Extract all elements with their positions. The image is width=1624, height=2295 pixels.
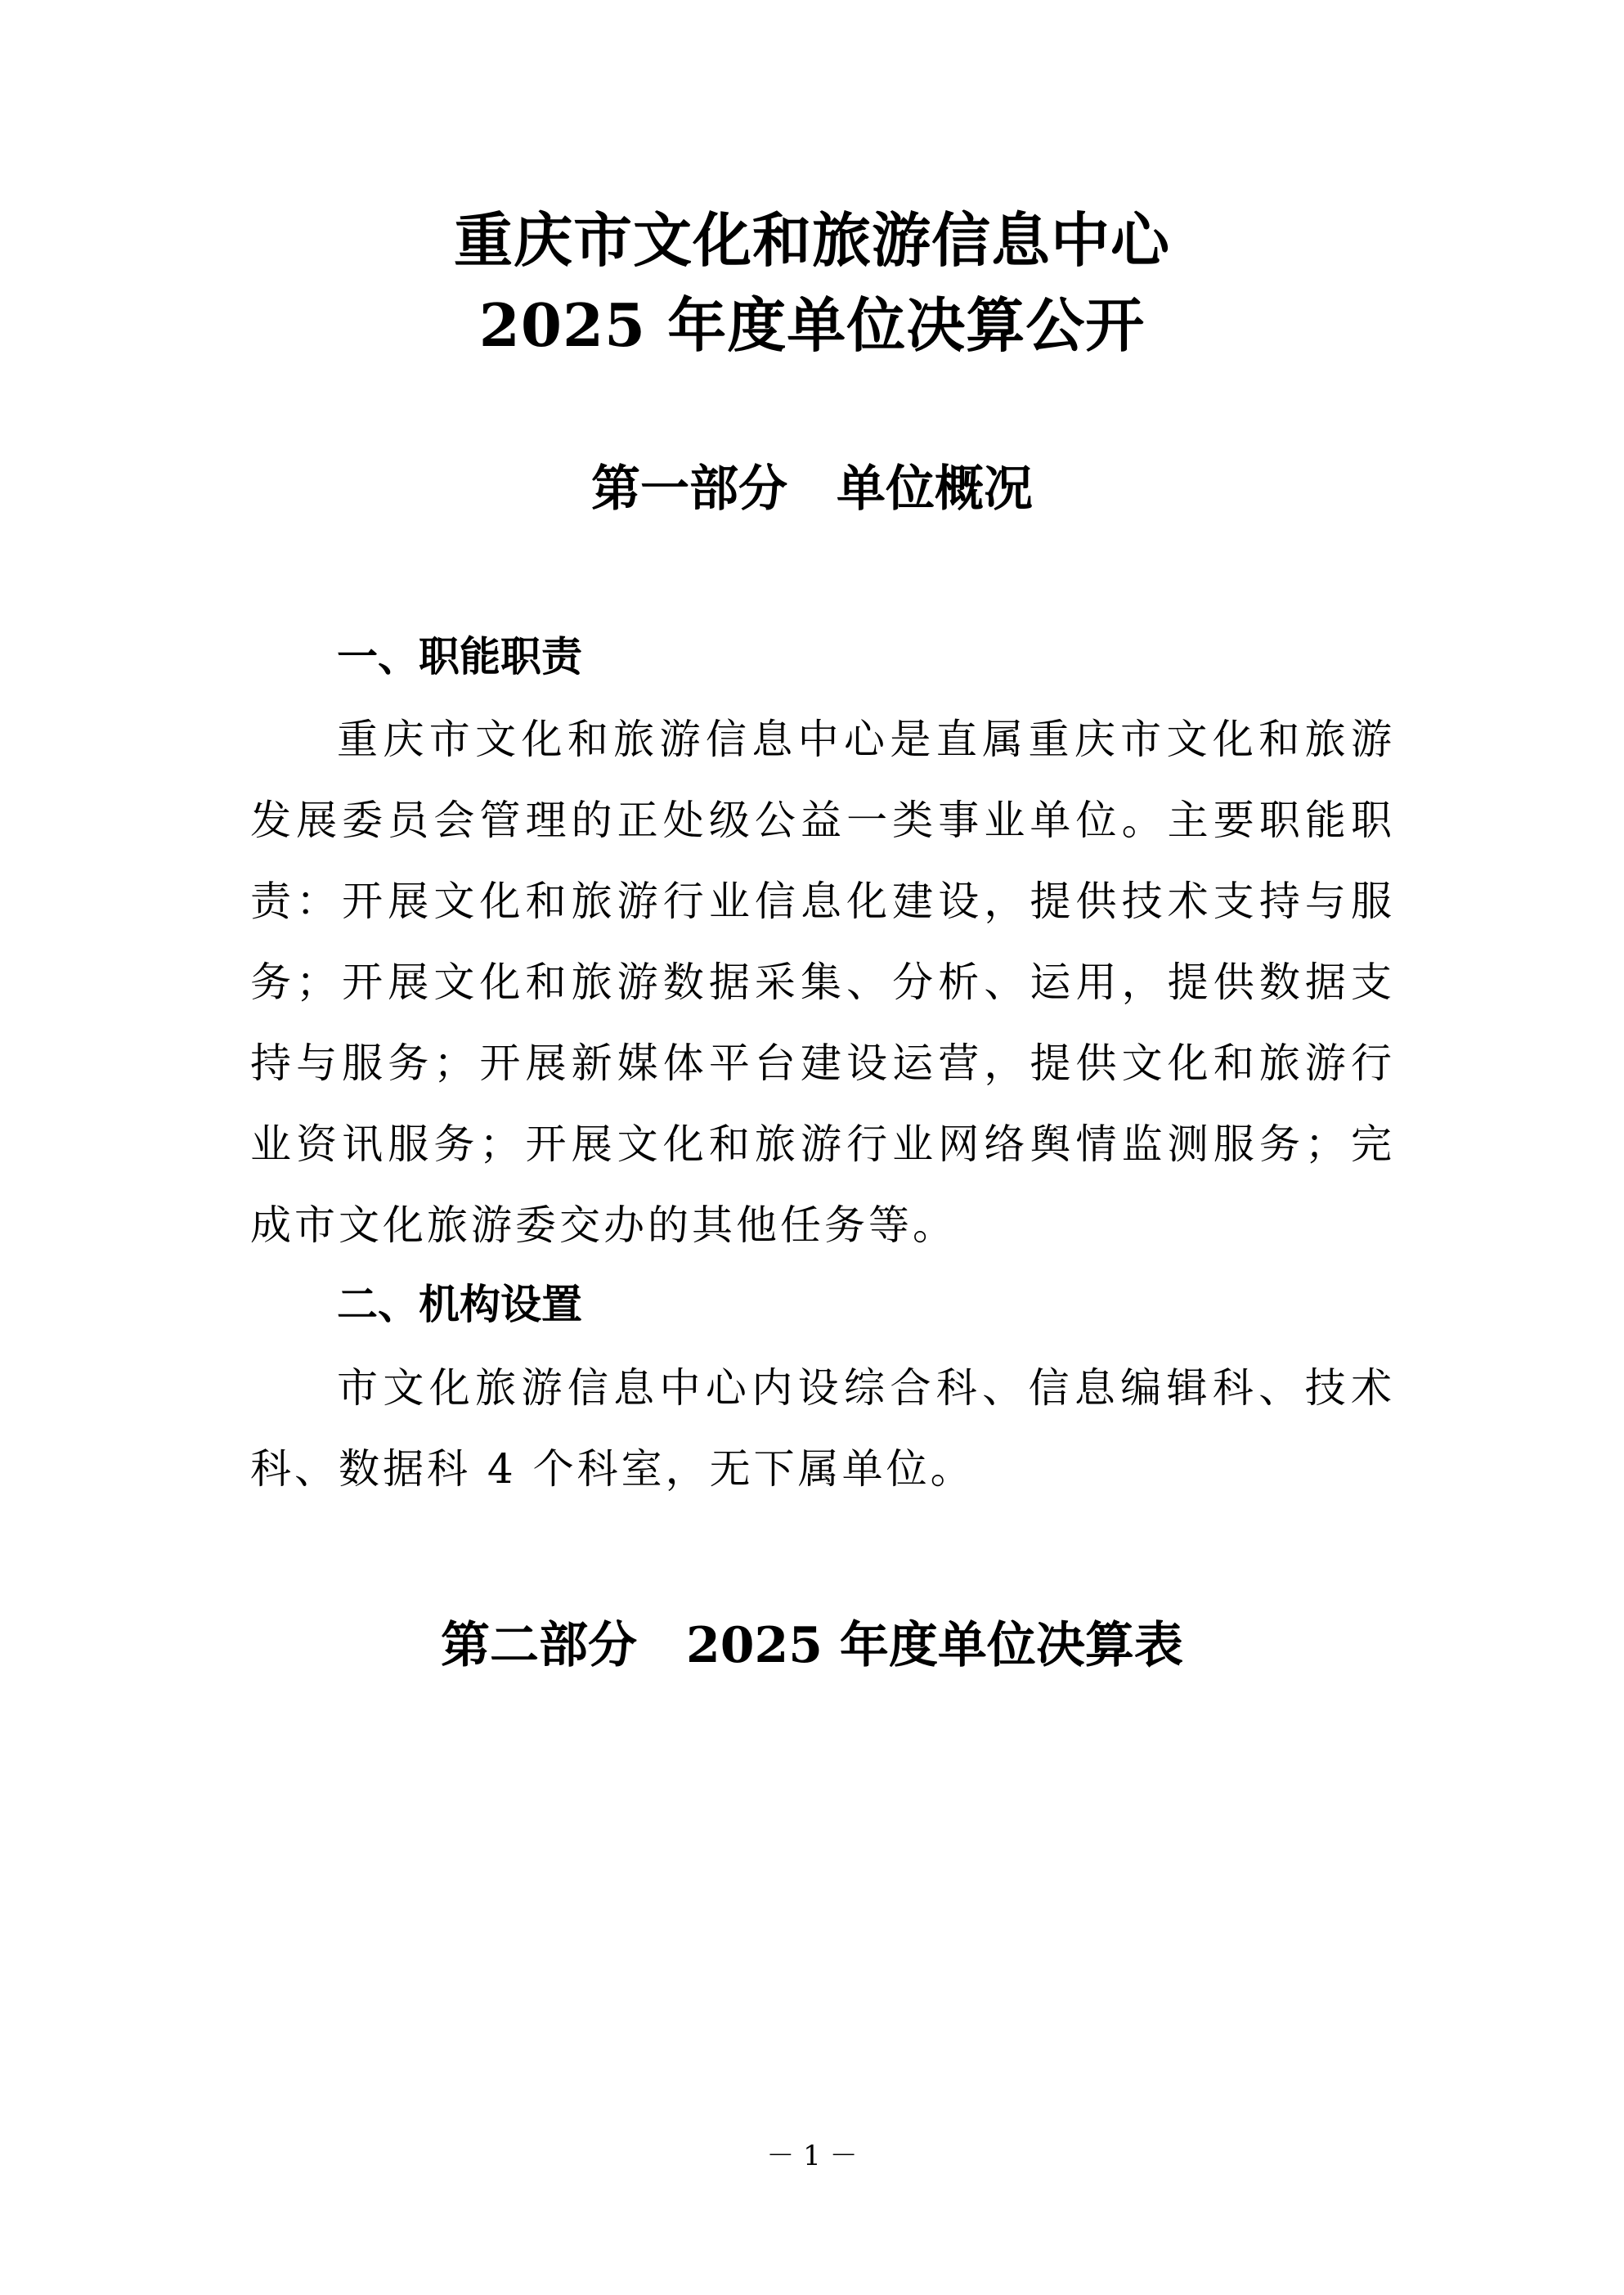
page-number: － 1 － bbox=[766, 2140, 858, 2172]
section1-heading: 一、职能职责 bbox=[337, 633, 582, 680]
part1-heading: 第一部分 单位概况 bbox=[591, 460, 1033, 518]
document-title-line1: 重庆市文化和旅游信息中心 bbox=[453, 205, 1170, 275]
section1-paragraph: 重庆市文化和旅游信息中心是直属重庆市文化和旅游发展委员会管理的正处级公益一类事业单位。主要职能职责：开展文化和旅游行业信息化建设，提供技术支持与服务；开展文化和旅游数据采集、分析、运用，提供数据支持与服务；开展新媒体平台建设运营，提供文化和旅游行业资讯服务；开展文化和旅游行业网络舆情监测服务；完成市文化旅游委交办的其他任务等。 bbox=[250, 716, 1395, 1249]
document-title-line2: 2025 年度单位决算公开 bbox=[478, 290, 1146, 360]
section2-paragraph: 市文化旅游信息中心内设综合科、信息编辑科、技术科、数据科 4 个科室，无下属单位。 bbox=[250, 1364, 1395, 1493]
part2-heading: 第二部分 2025 年度单位决算表 bbox=[441, 1617, 1183, 1674]
section2-heading: 二、机构设置 bbox=[337, 1281, 582, 1328]
